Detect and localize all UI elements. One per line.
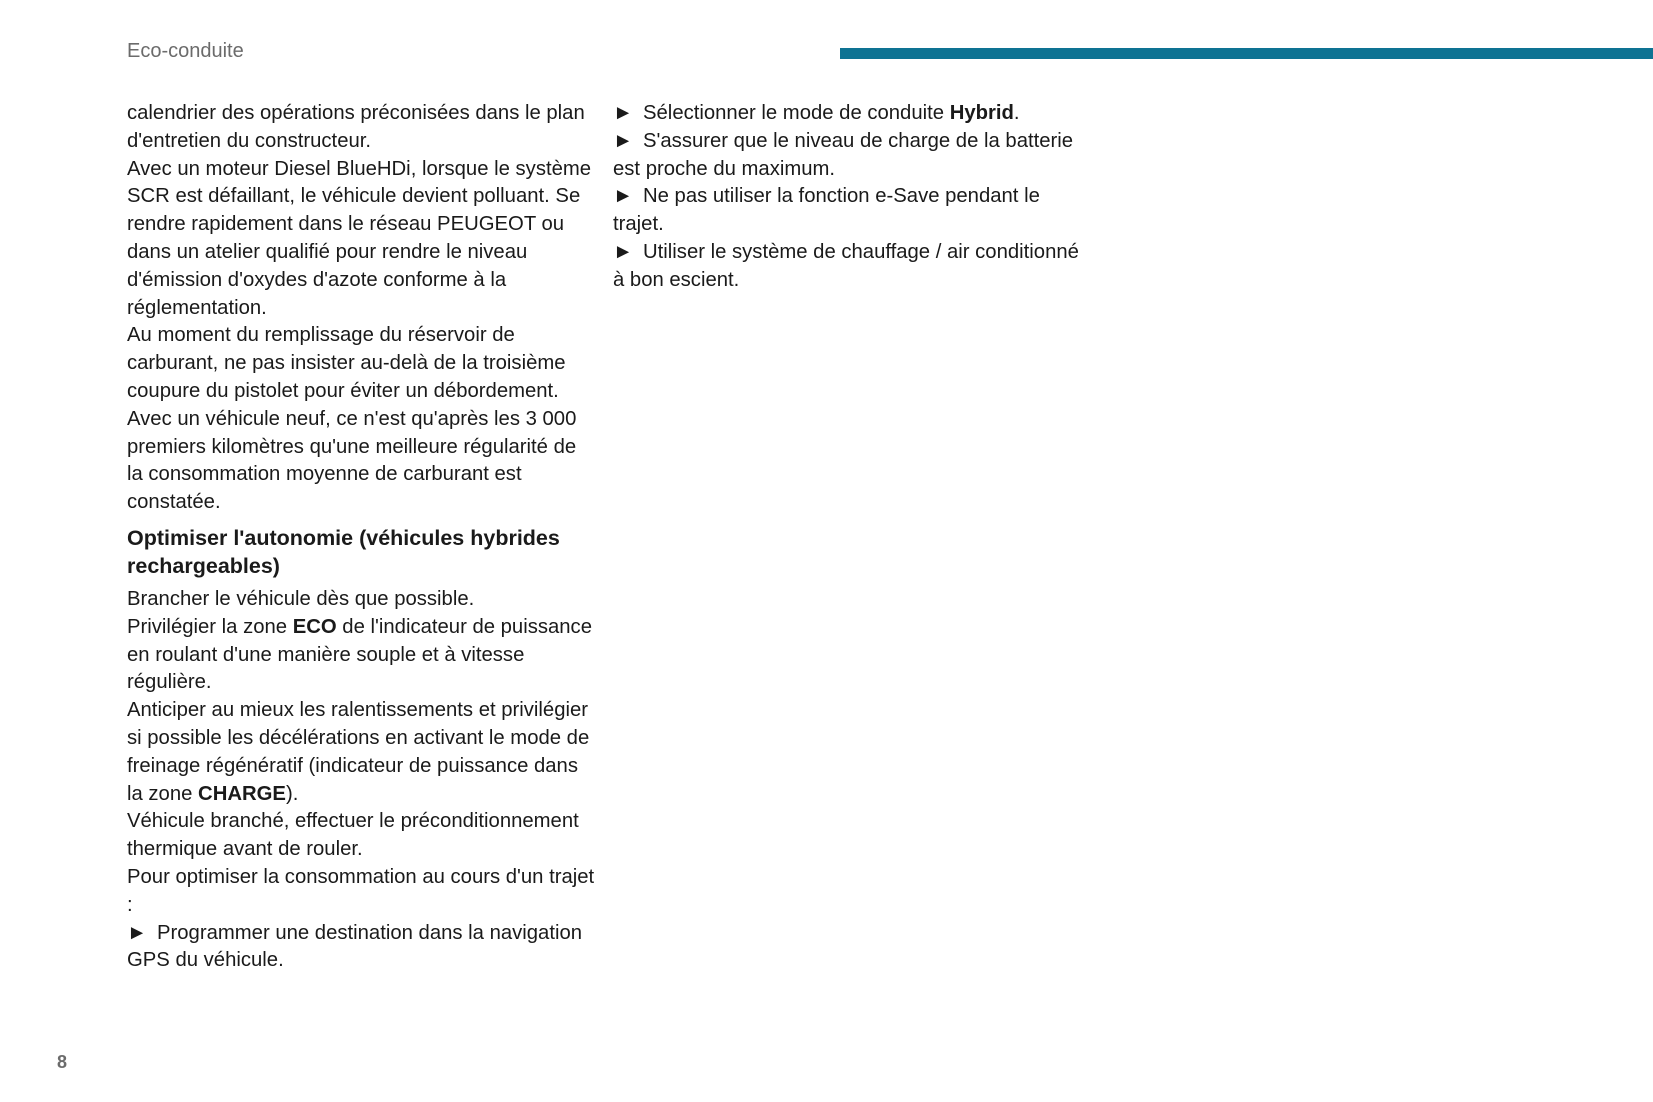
section-title: Eco-conduite — [127, 40, 244, 62]
paragraph-plug-in: Brancher le véhicule dès que possible. — [127, 587, 475, 610]
paragraph-preconditioning: Véhicule branché, effectuer le préconditionnement thermique avant de rouler. — [127, 810, 579, 861]
list-item-gps-text: Programmer une destination dans la navigation GPS du véhicule. — [127, 921, 583, 972]
header-accent-bar — [840, 48, 1653, 59]
charge-keyword: CHARGE — [198, 782, 286, 805]
paragraph-refuelling: Au moment du remplissage du réservoir de carburant, ne pas insister au-delà de la troisième coupure du pistolet pour éviter un débordement. — [127, 324, 566, 402]
list-item-hybrid-mode — [613, 100, 1083, 128]
list-item-heating — [613, 239, 1083, 295]
list-item-battery-text: S'assurer que le niveau de charge de la batterie est proche du maximum. — [613, 129, 1074, 180]
paragraph-scr-system: Avec un moteur Diesel BlueHDi, lorsque le système SCR est défaillant, le véhicule devient polluant. Se rendre rapidement dans le réseau PEUGEOT ou dans un atelier qualifié pour rendre le niveau d'émission d'oxydes d'azote conforme à la réglementation. — [127, 157, 592, 319]
list-item-gps — [127, 920, 597, 976]
list-item-esave — [613, 183, 1083, 239]
paragraph-new-vehicle: Avec un véhicule neuf, ce n'est qu'après les 3 000 premiers kilomètres qu'une meilleure régularité de la consommation moyenne de carburant est constatée. — [127, 407, 577, 514]
list-item-heating-text: Utiliser le système de chauffage / air conditionné à bon escient. — [613, 240, 1079, 291]
section-heading-autonomy: Optimiser l'autonomie (véhicules hybrides rechargeables) — [127, 525, 560, 578]
eco-text-after: de l'indicateur de puissance en roulant d'une manière souple et à vitesse régulière. — [127, 615, 592, 694]
hybrid-keyword: Hybrid — [949, 102, 1014, 124]
paragraph-trip-intro: Pour optimiser la consommation au cours d'un trajet : — [127, 865, 595, 916]
right-column — [613, 100, 1083, 295]
eco-text-before: Privilégier la zone — [127, 615, 293, 638]
hybrid-text-after: . — [1013, 102, 1020, 124]
list-item-esave-text: Ne pas utiliser la fonction e-Save pendant le trajet. — [613, 185, 1040, 236]
charge-text-before: Anticiper au mieux les ralentissements et privilégier si possible les décélérations en activant le mode de freinage régénératif (indicateur de puissance dans la zone — [127, 699, 590, 805]
bullet-arrow-icon: ► — [613, 102, 634, 124]
bullet-arrow-icon: ► — [613, 129, 634, 152]
bullet-arrow-icon: ► — [127, 921, 148, 944]
bullet-arrow-icon: ► — [613, 240, 634, 263]
bullet-arrow-icon: ► — [613, 185, 634, 208]
paragraph-maintenance: calendrier des opérations préconisées dans le plan d'entretien du constructeur. — [127, 102, 585, 152]
eco-keyword: ECO — [292, 615, 337, 638]
paragraph-regenerative-braking — [127, 697, 597, 808]
page-number: 8 — [57, 1052, 68, 1072]
left-column — [127, 100, 597, 975]
list-item-battery-charge — [613, 128, 1083, 184]
hybrid-text-before: Sélectionner le mode de conduite — [643, 102, 950, 124]
paragraph-eco-zone — [127, 614, 597, 697]
charge-text-after: ). — [285, 782, 299, 805]
